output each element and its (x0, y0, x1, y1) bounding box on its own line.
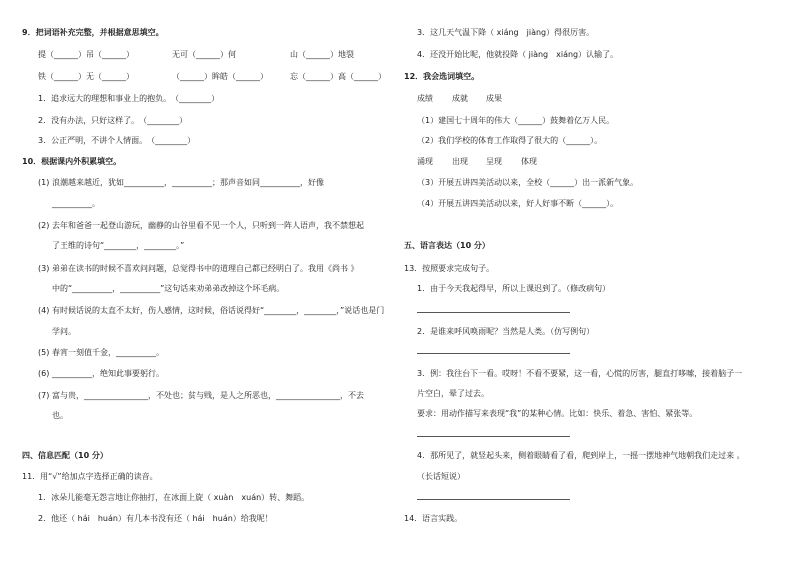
q12-word-2: 成就 (452, 94, 468, 103)
q9-row2-c: 忘（______）高（______） (290, 72, 386, 81)
q10-item-2-line-1: 去年和爸爸一起登山游玩，幽静的山谷里看不见一个人，只听到一阵人语声，我不禁想起 (52, 221, 364, 230)
q10-item-1-line-1: 浪潮越来越近，犹如__________，__________；那声音如同__________，好像 (52, 178, 324, 187)
q13-item-1-answer-line (417, 312, 570, 313)
q14-title: 14．语言实践。 (404, 514, 463, 523)
q13-title: 13．按照要求完成句子。 (404, 264, 495, 273)
q10-item-5-line-1: 春宵一刻值千金，__________。 (52, 348, 164, 357)
q9-row1-c: 山（______）地裂 (290, 50, 354, 59)
q12-word-3: 成果 (486, 94, 502, 103)
q11-item-3: 3．这几天气温下降（ xiáng jiàng）得很厉害。 (417, 28, 595, 37)
q10-item-3-num: (3) (38, 264, 50, 273)
q10-item-3-line-1: 弟弟在读书的时候不喜欢问问题，总觉得书中的道理自己都已经明白了。我用《尚书 》 (52, 264, 359, 273)
q13-item-4-line-1: 4．那所见了，就竖起头来，侧着眼睛看了看，爬到岸上，一摇一摆地神气地朝我们走过来 。 (417, 451, 745, 460)
q13-item-3-requirement: 要求：用动作描写来表现“我”的某种心情。比如：快乐、着急、害怕、紧张等。 (417, 409, 698, 418)
q13-item-2: 2．是谁来呼风唤雨呢？当然是人类。（仿写例句） (417, 327, 595, 336)
q11-item-1: 1．冰朵儿能毫无怨言地让你抽打，在冰面上旋（ xuàn xuán）转、舞蹈。 (38, 493, 310, 502)
q10-item-2-num: (2) (38, 221, 50, 230)
q10-item-2-line-2: 了王维的诗句“________，________。” (52, 241, 185, 250)
q9-row2-a: 铁（______）无（______） (38, 72, 134, 81)
q13-item-4-answer-line (417, 499, 570, 500)
q12-sentence-4: （4）开展五讲四美活动以来，好人好事不断（______）。 (417, 199, 619, 208)
q10-item-7-line-2: 也。 (52, 411, 68, 420)
q12-word-6: 呈现 (486, 157, 502, 166)
q12-sentence-3: （3）开展五讲四美活动以来，全校（______）出一派新气象。 (417, 178, 639, 187)
q10-item-1-num: (1) (38, 178, 50, 187)
q10-item-1-line-2: __________。 (52, 199, 100, 208)
q13-item-3-answer-line (417, 436, 570, 437)
q9-row1-a: 提（______）吊（______） (38, 50, 134, 59)
q12-word-1: 成绩 (417, 94, 433, 103)
q10-title: 10．根据课内外积累填空。 (22, 157, 122, 166)
q9-item-2: 2．没有办法，只好这样了。 （________） (38, 116, 188, 125)
q10-item-4-line-2: 学问。 (52, 327, 76, 336)
q12-word-5: 出现 (452, 157, 468, 166)
q10-item-3-line-2: 中的“__________，__________”这句话来劝弟弟改掉这个坏毛病。 (52, 284, 285, 293)
q13-item-4-line-2: （长话短说） (417, 472, 465, 481)
section-4-title: 四、信息匹配（10 分） (22, 451, 108, 460)
q11-item-2: 2．他还（ hái huán）有几本书没有还（ hái huán）给我呢！ (38, 514, 273, 523)
q11-item-4: 4．还没开始比呢，他就投降（ jiàng xiáng）认输了。 (417, 50, 619, 59)
q9-title: 9．把词语补充完整，并根据意思填空。 (22, 28, 164, 37)
q10-item-6-line-1: __________，绝知此事要躬行。 (52, 369, 164, 378)
q13-item-1: 1．由于今天我起得早，所以上课迟到了。（修改病句） (417, 284, 611, 293)
q12-title: 12．我会选词填空。 (404, 72, 480, 81)
q13-item-3-line-2: 片空白，晕了过去。 (417, 389, 489, 398)
q10-item-4-num: (4) (38, 306, 50, 315)
q12-sentence-1: （1）建国七十周年的伟大（______）鼓舞着亿万人民。 (417, 116, 615, 125)
q10-item-4-line-1: 有时候话说的太直不太好，伤人感情，这时候，俗话说得好“________，________，”说话也是门 (52, 306, 385, 315)
q9-row2-b: （______）眸皓（______） (172, 72, 268, 81)
q13-item-3-line-1: 3．例：我往台下一看。哎呀！不看不要紧，这一看，心慌的厉害，腿直打哆嗦，接着脑子一 (417, 369, 743, 378)
section-5-title: 五、语言表达（10 分） (404, 241, 490, 250)
q9-row1-b: 无可（______）何 (172, 50, 236, 59)
q10-item-6-num: (6) (38, 369, 50, 378)
q9-item-3: 3．公正严明，不讲个人情面。 （________） (38, 136, 196, 145)
q12-word-7: 体现 (521, 157, 537, 166)
q9-item-1: 1．追求远大的理想和事业上的抱负。 （________） (38, 94, 220, 103)
q10-item-7-num: (7) (38, 391, 50, 400)
q12-word-4: 涌现 (417, 157, 433, 166)
q12-sentence-2: （2）我们学校的体育工作取得了很大的（______）。 (417, 136, 603, 145)
q11-title: 11．用“√”给加点字选择正确的读音。 (22, 472, 158, 481)
q13-item-2-answer-line (417, 353, 570, 354)
q10-item-7-line-1: 富与贵，________________，不处也；贫与贱，是人之所恶也，________________，不去 (52, 391, 364, 400)
q10-item-5-num: (5) (38, 348, 50, 357)
